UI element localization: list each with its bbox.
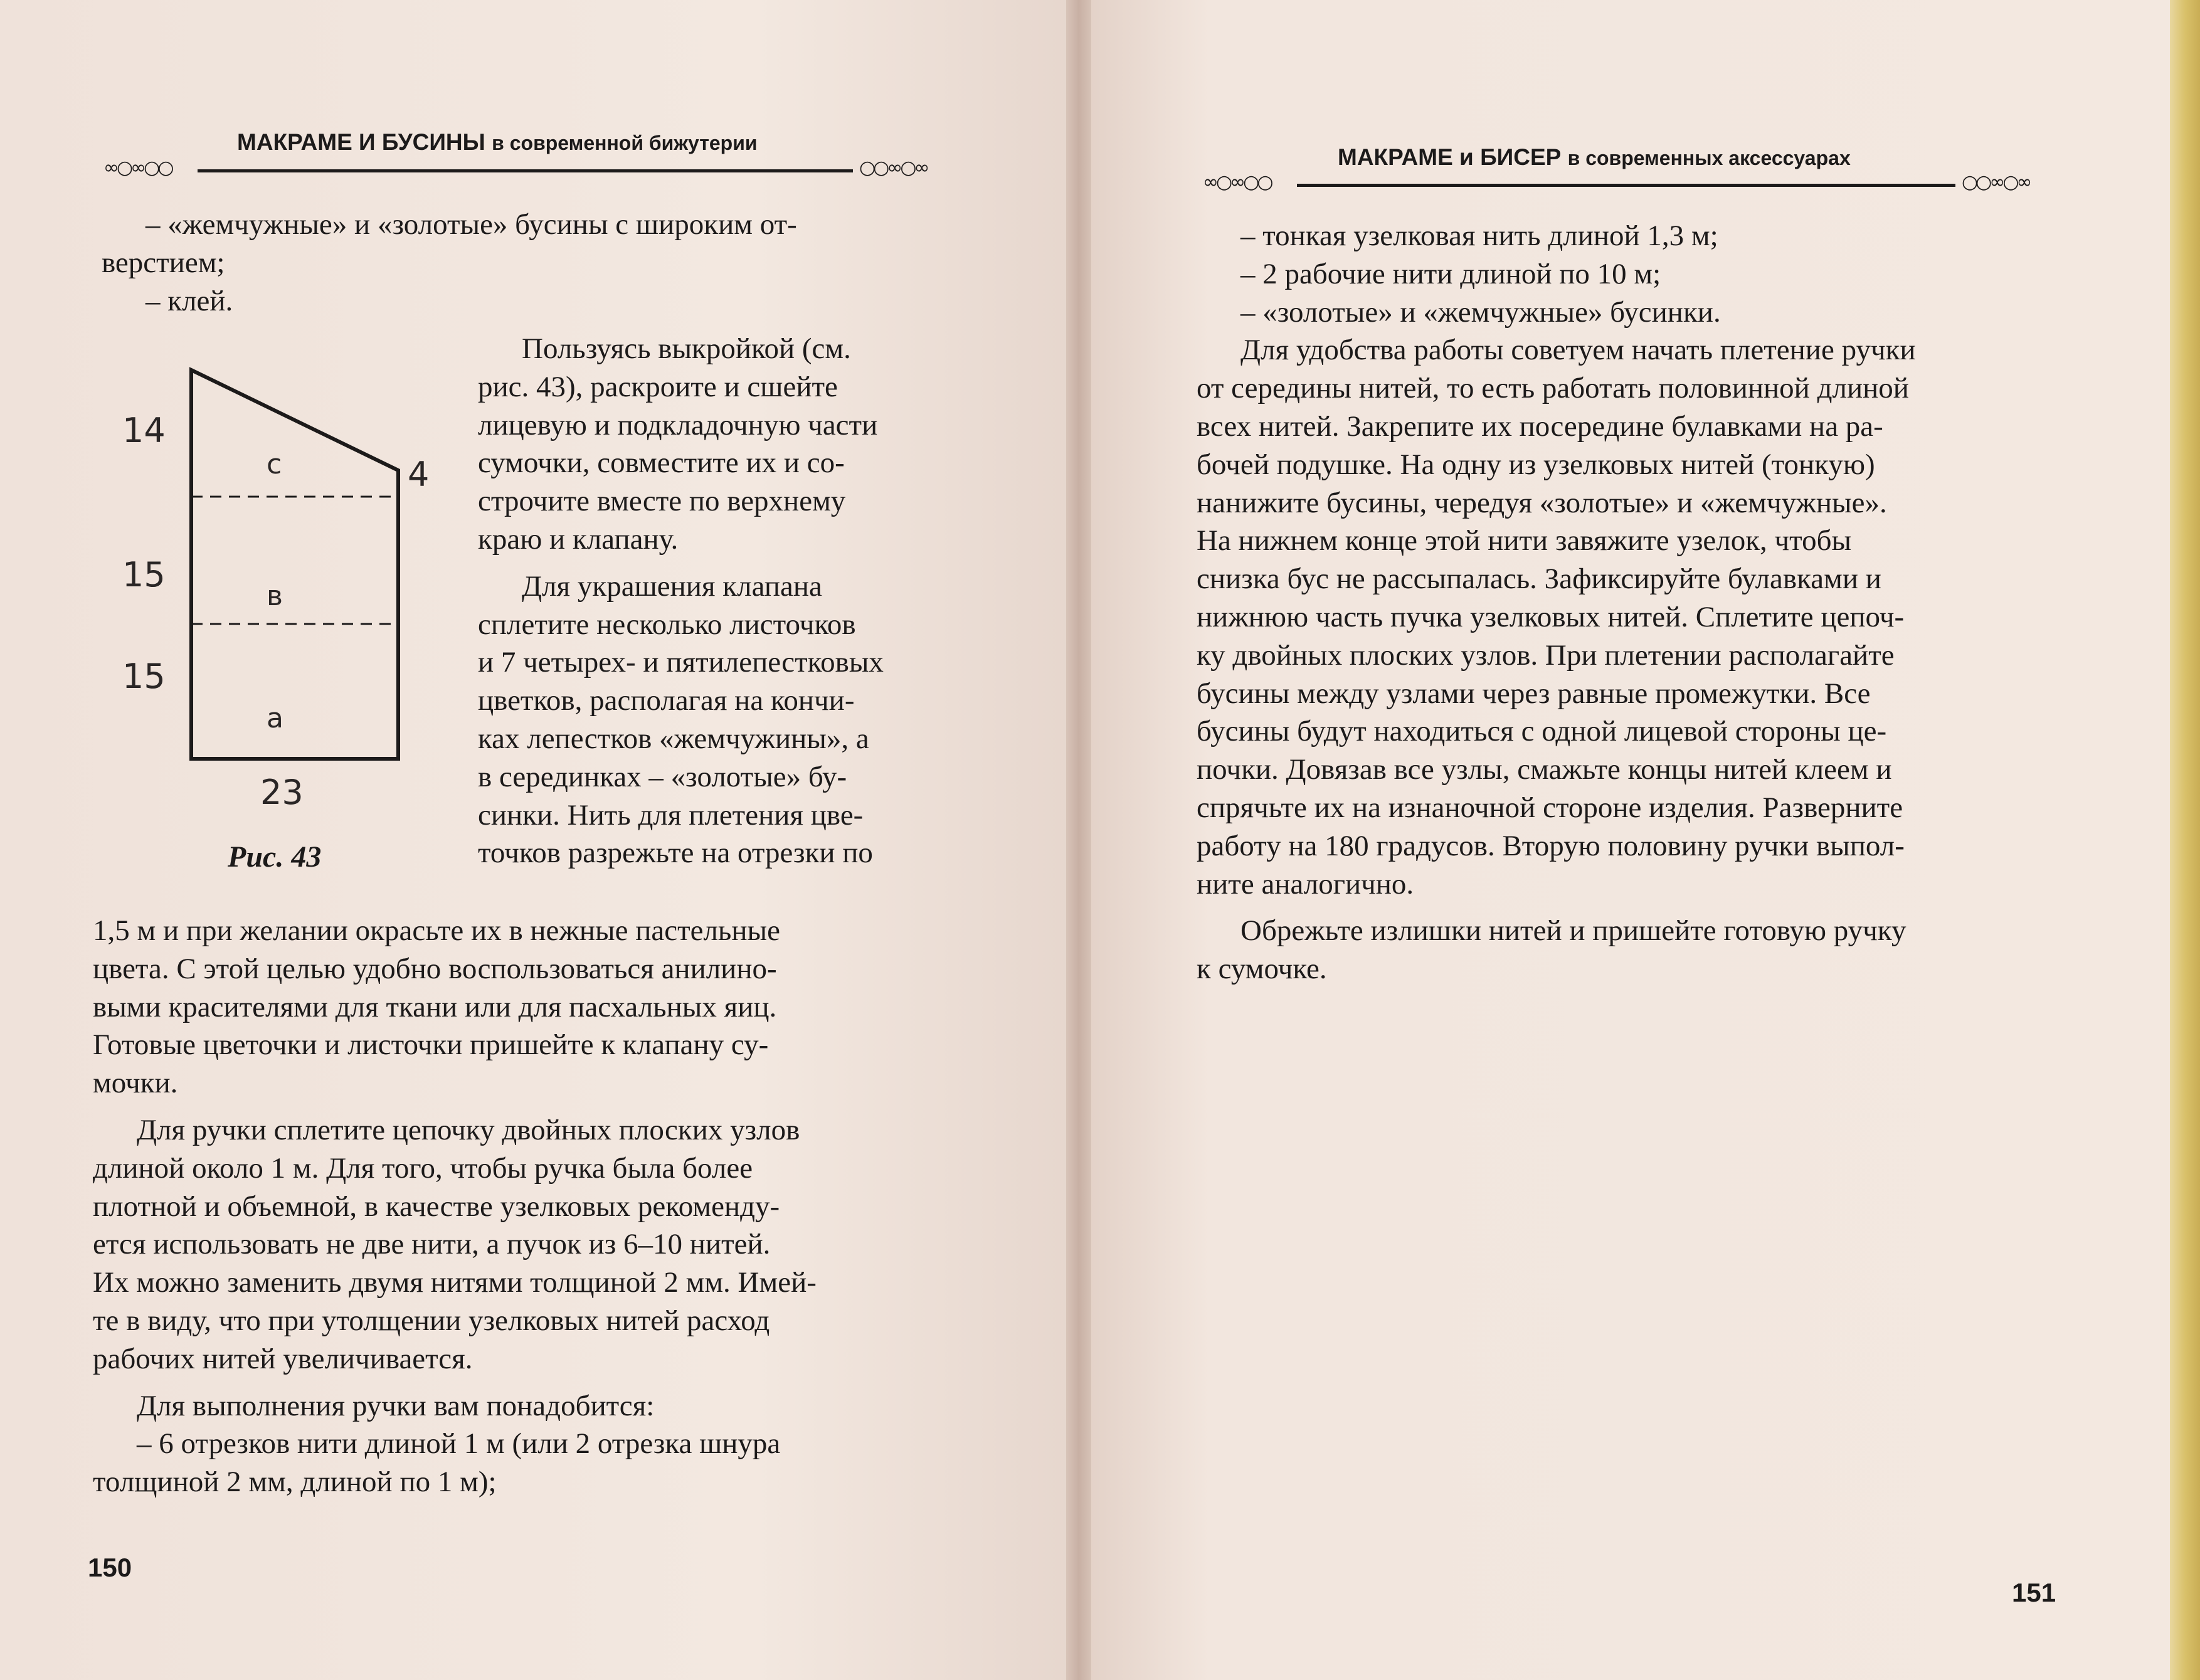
text-line: выми красителями для ткани или для пасхальных яиц. — [93, 990, 777, 1023]
figure-label-4: 4 — [408, 455, 430, 494]
text-line: Обрежьте излишки нитей и пришейте готовую ручку — [1240, 914, 1906, 948]
right-text — [1197, 217, 2063, 988]
text-line: те в виду, что при утолщении узелковых нитей расход — [93, 1304, 770, 1337]
figure-caption: Рис. 43 — [228, 840, 322, 874]
text-line: Готовые цветочки и листочки пришейте к клапану су- — [93, 1028, 769, 1062]
right-page-number: 151 — [2012, 1578, 2056, 1607]
text-line: рабочих нитей увеличивается. — [93, 1342, 473, 1375]
text-line: толщиной 2 мм, длиной по 1 м); — [93, 1466, 497, 1499]
figure-letter-b: в — [267, 580, 283, 612]
text-line: работу на 180 градусов. Вторую половину ручки выпол- — [1197, 829, 1905, 862]
text-line: нанижите бусины, чередуя «золотые» и «жемчужные». — [1197, 486, 1887, 519]
text-line: краю и клапану. — [478, 522, 679, 556]
pattern-outline — [191, 370, 398, 759]
text-line: и 7 четырех- и пятилепестковых — [478, 646, 884, 679]
text-line: сумочки, совместите их и со- — [478, 446, 845, 480]
text-line: рис. 43), раскроите и сшейте — [478, 370, 838, 403]
text-line: Для украшения клапана — [522, 569, 822, 603]
right-header-sub: в современных аксессуарах — [1567, 147, 1851, 169]
text-line: сплетите несколько листочков — [478, 608, 856, 641]
text-line: точков разрежьте на отрезки по — [478, 837, 873, 870]
text-line: спрячьте их на изнаночной стороне изделия. Разверните — [1197, 791, 1903, 824]
left-header-sub: в современной бижутерии — [492, 132, 758, 154]
right-ornament-left: ∞○∞○○ — [1203, 171, 1271, 193]
text-line: строчите вместе по верхнему — [478, 485, 846, 518]
text-line: ется использовать не две нити, а пучок из 6–10 нитей. — [93, 1228, 771, 1261]
figure-letter-a: а — [267, 702, 283, 734]
text-line: длиной около 1 м. Для того, чтобы ручка была более — [93, 1151, 753, 1185]
text-line: верстием; — [102, 246, 225, 279]
text-line: – «жемчужные» и «золотые» бусины с широким от- — [145, 208, 797, 241]
text-line: лицевую и подкладочную части — [478, 408, 878, 441]
text-line: в серединках – «золотые» бу- — [478, 760, 847, 793]
text-line: от середины нитей, то есть работать половинной длиной — [1197, 372, 1909, 405]
text-line: ните аналогично. — [1197, 867, 1414, 901]
text-line: бочей подушке. На одну из узелковых нитей (тонкую) — [1197, 448, 1875, 481]
left-page-number: 150 — [88, 1553, 132, 1582]
right-running-header — [1338, 144, 1851, 171]
pattern-figure — [94, 351, 445, 828]
figure-label-15-upper: 15 — [122, 555, 166, 594]
text-line: – клей. — [145, 284, 233, 317]
page-edge — [2170, 0, 2200, 1680]
left-text-bottom — [93, 912, 967, 1501]
text-line: снизка бус не рассыпалась. Зафиксируйте булавками и — [1197, 563, 1881, 596]
text-line: – 6 отрезков нити длиной 1 м (или 2 отрезка шнура — [137, 1427, 781, 1461]
text-line: нижнюю часть пучка узелковых нитей. Сплетите цепоч- — [1197, 600, 1905, 633]
left-header-rule — [198, 169, 853, 172]
text-line: мочки. — [93, 1067, 178, 1100]
text-line: ку двойных плоских узлов. При плетении располагайте — [1197, 638, 1895, 672]
figure-label-15-lower: 15 — [122, 657, 166, 696]
figure-label-23: 23 — [260, 773, 304, 812]
text-line: цвета. С этой целью удобно воспользоваться анилино- — [93, 952, 777, 985]
text-line: синки. Нить для плетения цве- — [478, 798, 864, 832]
book-spine — [1066, 0, 1091, 1680]
text-line: – тонкая узелковая нить длиной 1,3 м; — [1240, 219, 1718, 252]
left-text-wrap — [478, 330, 967, 872]
text-line: Для выполнения ручки вам понадобится: — [137, 1389, 655, 1422]
text-line: бусины между узлами через равные промежутки. Все — [1197, 677, 1871, 710]
text-line: – 2 рабочие нити длиной по 10 м; — [1240, 257, 1661, 290]
figure-letter-c: с — [267, 448, 282, 480]
left-ornament-right: ○○∞○∞ — [859, 157, 928, 179]
text-line: почки. Довязав все узлы, смажьте концы нитей клеем и — [1197, 753, 1892, 786]
text-line: – «золотые» и «жемчужные» бусинки. — [1240, 295, 1721, 329]
right-header-main: МАКРАМЕ и БИСЕР — [1338, 144, 1562, 170]
text-line: бусины будут находиться с одной лицевой стороны це- — [1197, 715, 1887, 748]
text-line: всех нитей. Закрепите их посередине булавками на ра- — [1197, 409, 1883, 443]
text-line: Пользуясь выкройкой (см. — [522, 332, 851, 365]
left-ornament-left: ∞○∞○○ — [103, 157, 172, 179]
text-line: На нижнем конце этой нити завяжите узелок, чтобы — [1197, 524, 1852, 557]
left-header-main: МАКРАМЕ И БУСИНЫ — [237, 129, 485, 155]
text-line: 1,5 м и при желании окрасьте их в нежные пастельные — [93, 914, 780, 947]
right-ornament-right: ○○∞○∞ — [1962, 171, 2030, 193]
left-text-top — [102, 206, 967, 320]
text-line: Для удобства работы советуем начать плетение ручки — [1240, 334, 1916, 367]
right-header-rule — [1297, 184, 1955, 187]
left-running-header — [237, 129, 758, 156]
text-line: Их можно заменить двумя нитями толщиной 2 мм. Имей- — [93, 1266, 817, 1299]
text-line: плотной и объемной, в качестве узелковых рекоменду- — [93, 1190, 780, 1223]
text-line: ках лепестков «жемчужины», а — [478, 722, 869, 755]
text-line: цветков, располагая на кончи- — [478, 684, 855, 717]
figure-label-14: 14 — [122, 411, 166, 450]
text-line: к сумочке. — [1197, 953, 1327, 986]
text-line: Для ручки сплетите цепочку двойных плоских узлов — [137, 1113, 800, 1146]
